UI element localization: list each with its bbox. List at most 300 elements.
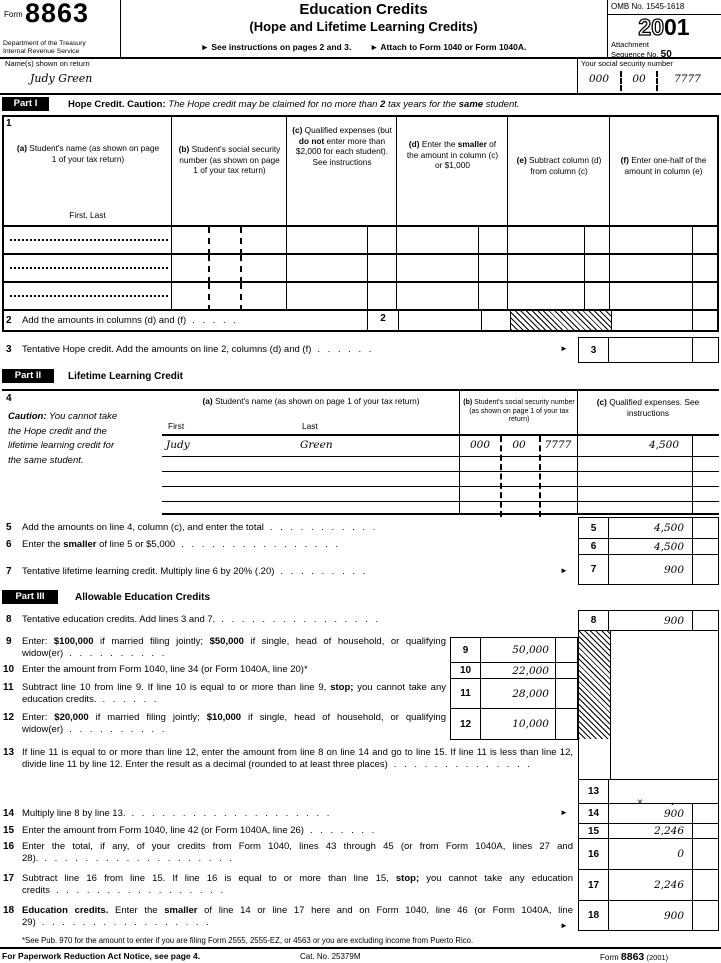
line3-label	[22, 344, 372, 356]
student-ssn-cell[interactable]	[460, 457, 578, 471]
col-d-a: Enter the	[419, 139, 458, 149]
part3-badge: Part III	[2, 590, 58, 604]
part1-badge: Part I	[2, 97, 49, 111]
part2-header-row	[162, 391, 719, 436]
cents-divider	[692, 839, 718, 869]
part2-badge: Part II	[2, 369, 54, 383]
col-b-desc: Student's social security number (as shown on page 1 of your tax return)	[469, 399, 575, 423]
line7-arrow: ►	[560, 566, 568, 575]
part2-col-b-text	[463, 399, 575, 425]
qualified-expenses-cell[interactable]	[287, 283, 397, 309]
part2-col-b-header	[460, 391, 578, 434]
dot-leader: . . . . . .	[317, 344, 373, 355]
line6-b: smaller	[63, 539, 97, 550]
fill-line	[10, 295, 168, 297]
part1-caution-same: same	[458, 99, 484, 110]
treasury-line1: Department of the Treasury	[3, 40, 86, 47]
divider	[0, 947, 721, 949]
line18-e: of line 14 or line 17 here and on Form 1040, line 46 (or Form 1040A, line 29)	[22, 905, 573, 928]
line5-row	[579, 518, 718, 538]
line14-text: Multiply line 8 by line 13.	[22, 808, 126, 819]
col-b-text	[178, 144, 281, 176]
student-ssn-cell[interactable]	[172, 227, 287, 253]
line2-col-d-cell[interactable]	[399, 311, 510, 330]
line5-number: 5	[6, 522, 12, 533]
line14-arrow: ►	[560, 808, 568, 817]
col-c-c: enter more than $2,000 for each student). See instructions	[295, 135, 389, 167]
line9-e: if single, head of household, or qualifying widow(er)	[22, 636, 446, 659]
one-half-cell[interactable]	[610, 227, 717, 253]
student-row	[4, 255, 717, 283]
part2-student-row	[162, 487, 719, 502]
line7-value[interactable]: 900	[663, 563, 684, 576]
line6-box-number: 6	[579, 539, 609, 554]
cents-divider	[478, 255, 507, 281]
student-name-cell[interactable]	[162, 457, 460, 471]
line16-box-number: 16	[579, 839, 609, 869]
line13-number: 13	[3, 747, 15, 758]
line12-row	[451, 708, 577, 739]
expenses-cell[interactable]	[578, 436, 719, 456]
expenses-value[interactable]: 4,500	[648, 439, 679, 451]
line10-value[interactable]: 22,000	[512, 664, 549, 677]
part1-caution-word: Caution:	[124, 99, 166, 110]
col-a-text	[14, 143, 162, 164]
student-ssn-cell[interactable]	[460, 487, 578, 501]
line15-box-number: 15	[579, 824, 609, 838]
line6-number: 6	[6, 539, 12, 550]
cents-divider	[692, 255, 717, 281]
col-f-header	[610, 117, 717, 225]
divider	[656, 71, 658, 91]
line10-label: Enter the amount from Form 1040, line 34 (or Form 1040A, line 20)*	[22, 664, 308, 675]
ssn-part3[interactable]: 7777	[544, 439, 572, 451]
line2-number: 2	[6, 315, 12, 326]
form-number: 8863	[25, 0, 90, 28]
line14-value[interactable]: 900	[663, 807, 684, 820]
student-ssn-cell[interactable]	[172, 255, 287, 281]
part1-caution-a: The Hope credit may be claimed for no more than	[165, 99, 381, 110]
col-a-tag: (a)	[16, 143, 27, 153]
line10-box-number: 10	[451, 663, 481, 678]
cents-divider	[555, 679, 577, 708]
line2-box-number: 2	[367, 311, 399, 330]
line5-box-number: 5	[579, 518, 609, 538]
line8-label	[22, 614, 379, 626]
ssn-label: Your social security number	[581, 59, 673, 68]
student-last[interactable]: Green	[300, 439, 333, 451]
student-name-cell[interactable]	[4, 283, 172, 309]
dot-leader: . . . . . . . . . . . . . . . . . . . .	[131, 808, 331, 819]
part2-student-row	[162, 457, 719, 472]
divider	[208, 227, 210, 255]
line3-row	[579, 338, 718, 362]
line9-value[interactable]: 50,000	[512, 644, 549, 656]
divider	[0, 93, 721, 95]
cents-divider	[692, 472, 719, 486]
cents-divider	[584, 227, 609, 253]
line13-box-number: 13	[579, 780, 609, 803]
cents-divider	[692, 338, 718, 362]
divider	[718, 631, 719, 779]
col-c-desc: Qualified expenses. See instructions	[606, 397, 700, 418]
cents-divider	[692, 555, 718, 584]
student-row	[4, 227, 717, 255]
line17-c: you cannot take any education credits	[22, 873, 573, 896]
line16-label	[22, 841, 573, 865]
dot-leader: . . . . . . . . . . .	[269, 522, 377, 533]
line15-label	[22, 825, 375, 837]
name-label: Name(s) shown on return	[5, 59, 90, 68]
line13-row	[579, 780, 718, 808]
col-a-desc: Student's name (as shown on page 1 of your tax return)	[212, 396, 420, 406]
col-d-tag: (d)	[408, 139, 420, 149]
dot-leader: . . . . . . .	[309, 825, 376, 836]
part2-col-c-text	[592, 397, 704, 418]
tax-year-outline: 20	[638, 14, 664, 40]
lines5-7-amount-boxes	[578, 517, 719, 585]
subtract-cell[interactable]	[508, 283, 610, 309]
qualified-expenses-cell[interactable]	[287, 227, 397, 253]
divider	[240, 283, 242, 311]
line9-a: Enter:	[22, 636, 54, 647]
col-e-header	[508, 117, 610, 225]
cents-divider	[478, 227, 507, 253]
student-first[interactable]: Judy	[166, 439, 190, 451]
part2-student-row	[162, 472, 719, 487]
line17-a: Subtract line 16 from line 15. If line 16 is equal to or more than line 15,	[22, 873, 396, 884]
treasury-line2: Internal Revenue Service	[3, 48, 80, 55]
col-a-tag: (a)	[202, 396, 213, 406]
line18-row	[579, 900, 718, 930]
footer-form-year: (2001)	[646, 953, 669, 962]
line16-value[interactable]: 0	[677, 848, 684, 860]
line18-d: smaller	[164, 905, 198, 916]
line9-c: if married filing jointly;	[93, 636, 210, 647]
line8-text: Tentative education credits. Add lines 3 and 7.	[22, 614, 216, 625]
fill-line	[10, 267, 168, 269]
fill-line	[10, 239, 168, 241]
attach-note: ► Attach to Form 1040 or Form 1040A.	[369, 42, 527, 52]
line16-row	[579, 838, 718, 869]
col-b-tag: (b)	[463, 399, 473, 406]
catalog-number: Cat. No. 25379M	[300, 952, 361, 961]
col-b-tag: (b)	[178, 144, 190, 154]
line11-c: you cannot take any education credits.	[22, 682, 446, 705]
cents-divider	[367, 283, 396, 309]
expenses-cell[interactable]	[578, 487, 719, 501]
line6-row	[579, 538, 718, 554]
line8-amount-box	[578, 610, 719, 631]
expenses-cell[interactable]	[578, 472, 719, 486]
student-ssn-cell[interactable]	[460, 502, 578, 513]
line17-row	[579, 869, 718, 900]
shaded-strip	[579, 631, 610, 739]
col-b-header	[172, 117, 287, 225]
line8-row	[579, 611, 718, 630]
expenses-cell[interactable]	[578, 457, 719, 471]
line18-arrow: ►	[560, 921, 568, 930]
divider	[240, 255, 242, 283]
line14-box-number: 14	[579, 804, 609, 823]
form-title: Education Credits	[299, 1, 428, 18]
line12-b: $20,000	[54, 712, 89, 723]
line14-label	[22, 808, 330, 820]
col-d-c: of the amount in column (c) or $1,000	[406, 139, 499, 170]
dot-leader: . . . . . . . . . . . . . . . .	[181, 539, 340, 550]
divider	[208, 255, 210, 283]
part2-rows	[162, 389, 719, 515]
line3-text: Tentative Hope credit. Add the amounts on line 2, columns (d) and (f)	[22, 344, 312, 355]
part2-col-a-header	[162, 391, 460, 434]
cents-divider	[692, 436, 719, 456]
dot-leader: . . . . . .	[102, 694, 158, 705]
line6-a: Enter the	[22, 539, 64, 550]
line18-number: 18	[3, 905, 15, 916]
form-word: Form	[4, 10, 23, 19]
line15-number: 15	[3, 825, 15, 836]
caution-text: You cannot take the Hope credit and the lifetime learning credit for the same student.	[8, 411, 118, 466]
footnote: *See Pub. 970 for the amount to enter if you are filing Form 2555, 2555-EZ, or 4563 or you are excluding income from Puerto Rico.	[22, 936, 474, 945]
line7-text: Tentative lifetime learning credit. Multiply line 6 by 20% (.20)	[22, 566, 275, 577]
student-name-cell[interactable]	[162, 502, 460, 513]
line2-text: Add the amounts in columns (d) and (f)	[22, 315, 187, 326]
smaller-amount-cell[interactable]	[397, 283, 508, 309]
line15-value[interactable]: 2,246	[653, 825, 684, 837]
part1-table	[2, 115, 719, 332]
footer-form-word: Form	[600, 953, 619, 962]
line3-number: 3	[6, 344, 12, 355]
line18-value[interactable]: 900	[663, 909, 684, 922]
part1-header-row	[4, 117, 717, 227]
student-name-cell[interactable]	[162, 487, 460, 501]
part1-caution-b: tax years for the	[385, 99, 459, 110]
cents-divider	[692, 804, 718, 823]
line12-c: if married filing jointly;	[88, 712, 207, 723]
line15-text: Enter the amount from Form 1040, line 42 (or Form 1040A, line 26)	[22, 825, 304, 836]
col-c-b: do not	[298, 135, 325, 146]
decimal-point: .	[671, 796, 674, 808]
student-row	[4, 283, 717, 311]
sequence-text: Sequence No.	[611, 50, 659, 59]
student-name-cell[interactable]	[162, 472, 460, 486]
line18-c: Enter the	[108, 905, 165, 916]
part1-heading	[68, 99, 520, 111]
line12-label	[22, 712, 446, 736]
divider	[539, 436, 541, 517]
student-name-cell[interactable]	[4, 227, 172, 253]
col-c-tag: (c)	[596, 397, 607, 407]
line18-label	[22, 905, 573, 929]
line9-number: 9	[6, 636, 12, 647]
dot-leader: . . . . . . . . . .	[69, 648, 166, 659]
divider	[577, 57, 578, 93]
dot-leader: . . . . . . . . . . . . . .	[393, 759, 532, 770]
col-e-tag: (e)	[516, 155, 527, 165]
cents-divider	[367, 255, 396, 281]
cents-divider	[692, 227, 717, 253]
col-e-text	[513, 155, 605, 176]
dot-leader: . . . . . . . . . . . . . . . . .	[55, 885, 225, 896]
line9-d: $50,000	[209, 636, 244, 647]
qualified-expenses-cell[interactable]	[287, 255, 397, 281]
cents-divider	[555, 709, 577, 739]
student-name-cell[interactable]	[162, 436, 460, 456]
line12-value[interactable]: 10,000	[512, 718, 549, 730]
line3-box-number: 3	[579, 338, 609, 362]
line14-row	[579, 804, 718, 823]
part1-title: Hope Credit.	[68, 99, 125, 110]
line5-value[interactable]: 4,500	[653, 522, 684, 534]
col-c-a: Qualified expenses (but	[302, 125, 392, 135]
part3-title: Allowable Education Credits	[75, 592, 211, 603]
line8-number: 8	[6, 614, 12, 625]
ssn-part3[interactable]: 7777	[674, 73, 701, 85]
student-name-cell[interactable]	[4, 255, 172, 281]
line16-number: 16	[3, 841, 15, 852]
dot-leader: . . . . . . . . . .	[69, 724, 166, 735]
subtract-cell[interactable]	[508, 255, 610, 281]
col-e-desc: Subtract column (d) from column (c)	[526, 155, 602, 176]
divider	[208, 283, 210, 311]
col-c-tag: (c)	[292, 125, 303, 135]
line9-row	[451, 638, 577, 662]
line17-label	[22, 873, 573, 897]
footer-notice: For Paperwork Reduction Act Notice, see page 4.	[2, 951, 201, 961]
ssn-part1[interactable]: 000	[469, 439, 491, 451]
col-a-sub: First, Last	[69, 209, 106, 220]
line6-c: of line 5 or $5,000	[96, 539, 176, 550]
cents-divider	[584, 283, 609, 309]
line11-a: Subtract line 10 from line 9. If line 10 is equal to or more than line 9,	[22, 682, 331, 693]
line7-box-number: 7	[579, 555, 609, 584]
line14-number: 14	[3, 808, 15, 819]
line4-number: 4	[6, 393, 12, 404]
part2-col-c-header	[578, 391, 719, 434]
col-a-desc: Student's name (as shown on page 1 of your tax return)	[27, 143, 160, 164]
line13-text: If line 11 is equal to or more than line 12, enter the amount from line 8 on line 14 and go to line 15. If line 11 is less than line 12, divide line 11 by line 12. Enter the result as a decimal (rounded to at least three places)	[22, 747, 573, 770]
first-label: First	[168, 420, 185, 431]
cents-divider	[692, 518, 718, 538]
line13-label	[22, 747, 573, 771]
smaller-amount-cell[interactable]	[397, 255, 508, 281]
cents-divider	[692, 283, 717, 309]
dot-leader: . . . . . . . . . . . . . . . .	[221, 614, 380, 625]
form-subtitle: (Hope and Lifetime Learning Credits)	[249, 19, 478, 34]
cents-divider	[478, 283, 507, 309]
footer-form-number: 8863	[620, 951, 645, 963]
dot-leader: . . . . . . . . . . . . . . . . . . .	[44, 853, 234, 864]
part2-caution	[8, 410, 128, 468]
expenses-cell[interactable]	[578, 502, 719, 513]
cents-divider	[481, 311, 510, 330]
line11-b: stop;	[330, 682, 354, 693]
student-ssn-cell[interactable]	[172, 283, 287, 309]
cents-divider	[555, 638, 577, 662]
line11-value[interactable]: 28,000	[512, 687, 549, 700]
line9-b: $100,000	[53, 636, 94, 647]
col-f-desc: Enter one-half of the amount in column (e)	[624, 155, 707, 176]
cents-divider	[555, 663, 577, 678]
dot-leader: . . . . . . . . .	[280, 566, 367, 577]
one-half-cell[interactable]	[610, 283, 717, 309]
one-half-cell[interactable]	[610, 255, 717, 281]
cents-divider	[692, 824, 718, 838]
line18-box-number: 18	[579, 901, 609, 930]
line12-d: $10,000	[206, 712, 242, 723]
line10-row	[451, 662, 577, 678]
line2-col-f-cell[interactable]	[612, 311, 717, 330]
line12-box-number: 12	[451, 709, 481, 739]
line7-number: 7	[6, 566, 12, 577]
part2-student-row	[162, 502, 719, 515]
line9-label	[22, 636, 446, 660]
line12-a: Enter:	[22, 712, 55, 723]
see-instructions: ► See instructions on pages 2 and 3.	[200, 42, 352, 52]
line11-label	[22, 682, 446, 706]
cents-divider	[692, 311, 717, 330]
ssn-part2[interactable]: 00	[512, 439, 526, 451]
line11-number: 11	[3, 682, 14, 693]
divider	[610, 631, 611, 779]
line12-e: if single, head of household, or qualifying widow(er)	[22, 712, 446, 735]
part2-title: Lifetime Learning Credit	[68, 371, 184, 382]
part1-caution-2: 2	[380, 99, 386, 110]
last-label: Last	[302, 420, 318, 431]
col-d-b: smaller	[457, 139, 487, 149]
line15-row	[579, 823, 718, 838]
line6-value[interactable]: 4,500	[653, 540, 684, 553]
attachment-label: Attachment	[611, 40, 649, 49]
line17-value[interactable]: 2,246	[653, 879, 684, 891]
line8-box-number: 8	[579, 611, 609, 630]
name-value[interactable]: Judy Green	[30, 72, 93, 85]
line2-label	[22, 315, 237, 327]
line7-row	[579, 554, 718, 584]
line6-label	[22, 539, 339, 551]
cents-divider	[692, 487, 719, 501]
omb-number: OMB No. 1545-1618	[611, 2, 685, 11]
part1-caution-c: student.	[483, 99, 520, 110]
cents-divider	[584, 255, 609, 281]
line1-number: 1	[6, 118, 12, 129]
ssn-part2[interactable]: 00	[632, 73, 646, 85]
line3-arrow: ►	[560, 344, 568, 353]
ssn-part1[interactable]: 000	[588, 73, 610, 85]
tax-year-solid: 01	[664, 14, 690, 40]
divider	[500, 436, 502, 517]
line5-label	[22, 522, 376, 534]
subtract-cell[interactable]	[508, 227, 610, 253]
lines9-12-box	[450, 637, 578, 740]
col-a-header	[4, 117, 172, 225]
col-c-header	[287, 117, 397, 225]
student-ssn-cell[interactable]	[460, 436, 578, 456]
col-d-header	[397, 117, 508, 225]
line2-shaded-cell	[510, 311, 612, 330]
col-c-text	[291, 125, 393, 167]
line7-label	[22, 566, 366, 578]
line5-text: Add the amounts on line 4, column (c), and enter the total	[22, 522, 264, 533]
cents-divider	[692, 502, 719, 513]
line8-value[interactable]: 900	[663, 614, 684, 627]
cents-divider	[367, 227, 396, 253]
cents-divider	[692, 539, 718, 554]
cents-divider	[692, 901, 718, 930]
line17-b: stop;	[395, 873, 420, 884]
student-ssn-cell[interactable]	[460, 472, 578, 486]
smaller-amount-cell[interactable]	[397, 227, 508, 253]
